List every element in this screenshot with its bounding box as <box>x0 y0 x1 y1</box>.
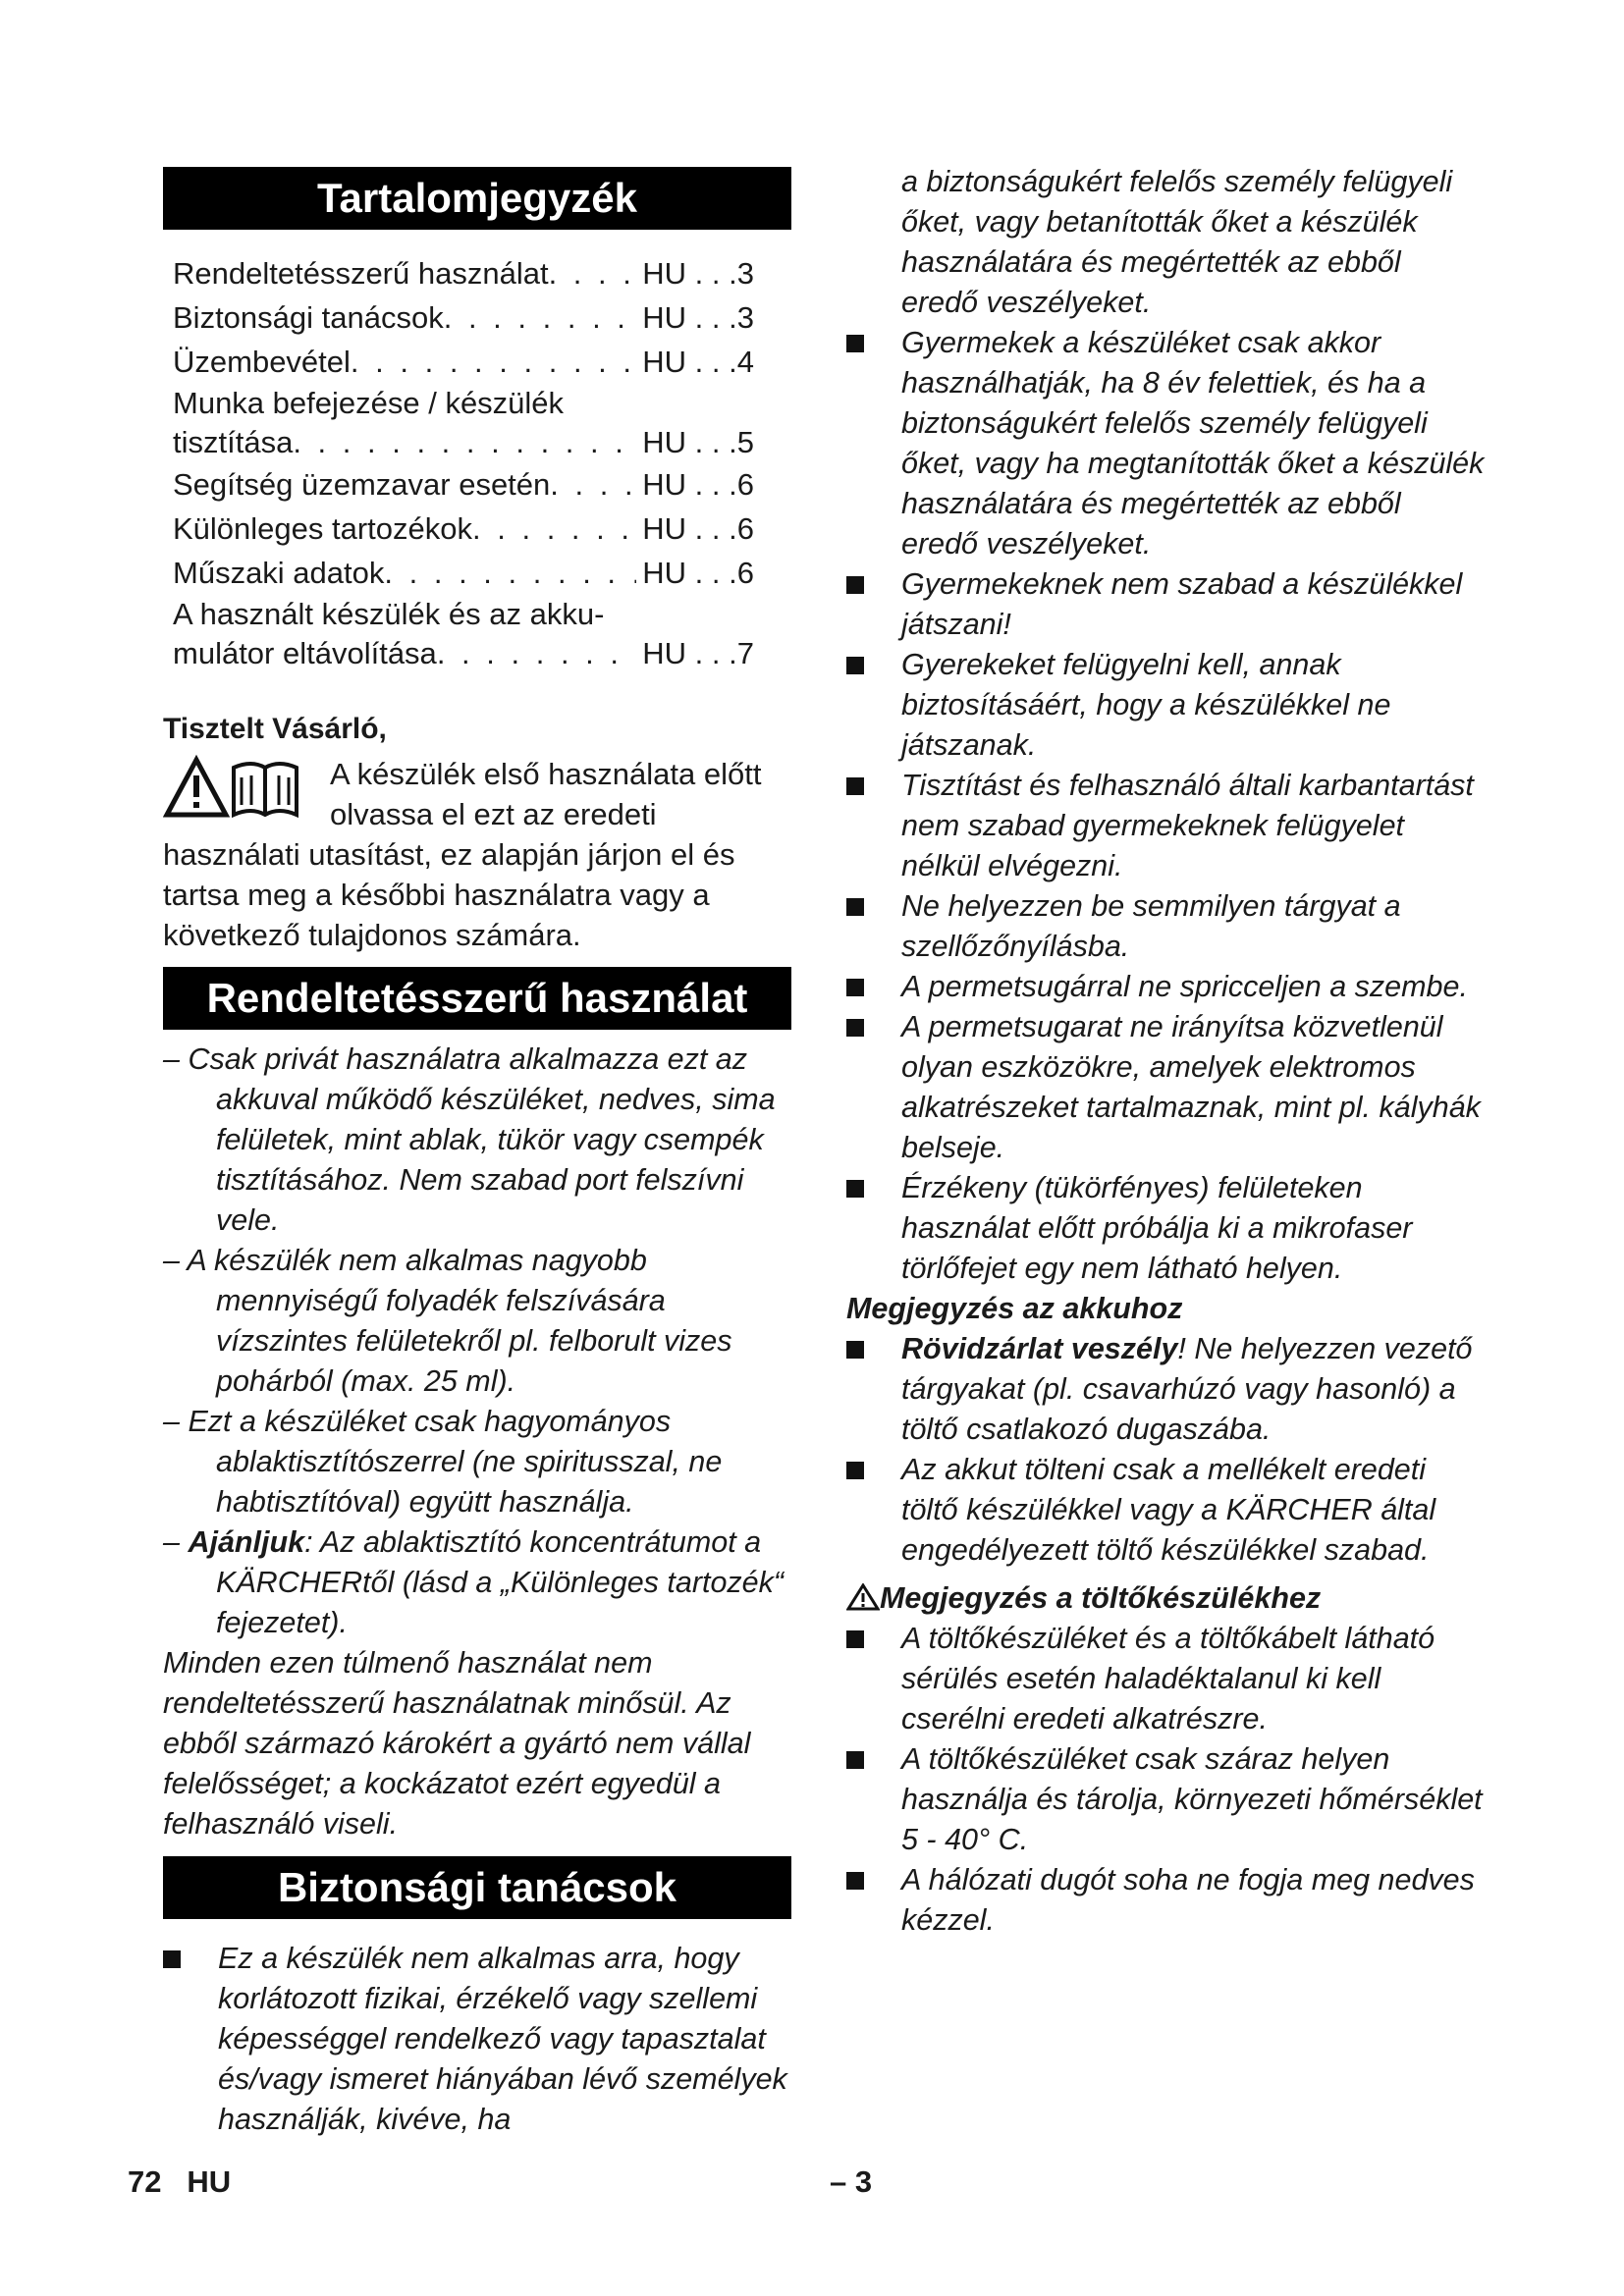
charger-note-item: A töltőkészüléket és a töltőkábelt látható sérülés esetén haladéktalanul ki kell cserélni eredeti alkatrészre. <box>846 1619 1485 1739</box>
intro-text-block <box>163 754 791 955</box>
toc-entry[interactable]: Segítség üzemzavar esetén . . . HU . . .6 <box>173 462 754 507</box>
toc-entry[interactable]: A használt készülék és az akku- mulátor eltávolítása . . . HU . . .7 <box>173 595 791 673</box>
toc-entry[interactable]: Műszaki adatok . . . HU . . .6 <box>173 551 754 595</box>
charger-note-item: A töltőkészüléket csak száraz helyen használja és tárolja, környezeti hőmérséklet 5 - 40° C. <box>846 1739 1485 1860</box>
list-item: – Csak privát használatra alkalmazza ezt az akkuval működő készüléket, nedves, sima felületek, mint ablak, tükör vagy csempék tisztításához. Nem szabad port felszívni vele. <box>163 1042 776 1237</box>
intended-use-list <box>163 1040 791 1844</box>
safety-item: Érzékeny (tükörfényes) felületeken használat előtt próbálja ki a mikrofaser törlőfejet egy nem látható helyen. <box>846 1168 1485 1289</box>
warning-manual-icon <box>163 754 320 823</box>
safety-item: Gyerekeket felügyelni kell, annak biztosításáért, hogy a készülékkel ne játszanak. <box>846 645 1485 766</box>
safety-heading: Biztonsági tanácsok <box>163 1856 791 1919</box>
safety-item: Tisztítást és felhasználó általi karbantartást nem szabad gyermekeknek felügyelet nélkül elvégezni. <box>846 766 1485 886</box>
safety-item: A permetsugarat ne irányítsa közvetlenül olyan eszközökre, amelyek elektromos alkatrészeket tartalmaznak, mint pl. kályhák belseje. <box>846 1007 1485 1168</box>
battery-note-item: Az akkut tölteni csak a mellékelt eredeti töltő készülékkel vagy a KÄRCHER által engedélyezett töltő készülékkel szabad. <box>846 1450 1485 1571</box>
left-column <box>163 167 791 2140</box>
safety-item: Gyermekek a készüléket csak akkor használhatják, ha 8 év felettiek, és ha a biztonságukért felelős személy felügyeli őket, vagy ha megtanították őket a készülék használatára és megértették az ebből eredő veszélyeket. <box>846 323 1485 564</box>
closing-paragraph: Minden ezen túlmenő használat nem rendeltetésszerű használatnak minősül. Az ebből származó károkért a gyártó nem vállal felelősséget; a kockázatot ezért egyedül a felhasználó viseli. <box>163 1646 751 1841</box>
toc-entry[interactable]: Biztonsági tanácsok . . . HU . . .3 <box>173 295 754 340</box>
toc-entry[interactable]: Üzembevétel . . . HU . . .4 <box>173 340 754 384</box>
right-column <box>846 162 1485 1941</box>
list-item: – Ajánljuk: Az ablaktisztító koncentrátumot a KÄRCHERtől (lásd a „Különleges tartozék“ fejezetet). <box>163 1525 785 1639</box>
toc-entry[interactable]: Munka befejezése / készülék tisztítása . . . HU . . .5 <box>173 384 791 462</box>
toc-entry[interactable]: Rendeltetésszerű használat . . . HU . . .3 <box>173 251 754 295</box>
intro-text: A készülék első használata előtt olvassa el ezt az eredeti használati utasítást, ez alapján járjon el és tartsa meg a későbbi használatra vagy a következő tulajdonos számára. <box>163 757 762 952</box>
section-page: – 3 <box>830 2164 873 2199</box>
safety-item: Ne helyezzen be semmilyen tárgyat a szellőzőnyílásba. <box>846 886 1485 967</box>
greeting: Tisztelt Vásárló, <box>163 713 387 745</box>
toc-heading: Tartalomjegyzék <box>163 167 791 230</box>
table-of-contents <box>173 251 791 673</box>
warning-icon <box>846 1583 880 1611</box>
battery-note-heading: Megjegyzés az akkuhoz <box>846 1292 1183 1325</box>
safety-item: Ez a készülék nem alkalmas arra, hogy korlátozott fizikai, érzékelő vagy szellemi képességgel rendelkező vagy tapasztalat és/vagy ismeret hiányában lévő személyek használják, kivéve, ha <box>163 1939 791 2140</box>
intended-use-heading: Rendeltetésszerű használat <box>163 967 791 1030</box>
safety-continuation: a biztonságukért felelős személy felügyeli őket, vagy betanították őket a készülék használatára és megértették az ebből eredő veszélyeket. <box>901 165 1453 319</box>
charger-note-heading: Megjegyzés a töltőkészülékhez <box>846 1578 1485 1619</box>
safety-item: Gyermekeknek nem szabad a készülékkel játszani! <box>846 564 1485 645</box>
charger-note-item: A hálózati dugót soha ne fogja meg nedves kézzel. <box>846 1860 1485 1941</box>
battery-note-item: Rövidzárlat veszély! Ne helyezzen vezető tárgyakat (pl. csavarhúzó vagy hasonló) a töltő csatlakozó dugaszába. <box>846 1329 1485 1450</box>
list-item: – Ezt a készüléket csak hagyományos ablaktisztítószerrel (ne spiritusszal, ne habtisztítóval) együtt használja. <box>163 1405 723 1519</box>
list-item: – A készülék nem alkalmas nagyobb mennyiségű folyadék felszívására vízszintes felületekről pl. felborult vizes pohárból (max. 25 ml). <box>163 1244 732 1398</box>
page-number: 72 HU <box>128 2164 232 2199</box>
safety-item: A permetsugárral ne spricceljen a szembe. <box>846 967 1485 1007</box>
toc-entry[interactable]: Különleges tartozékok . . . HU . . .6 <box>173 507 754 551</box>
